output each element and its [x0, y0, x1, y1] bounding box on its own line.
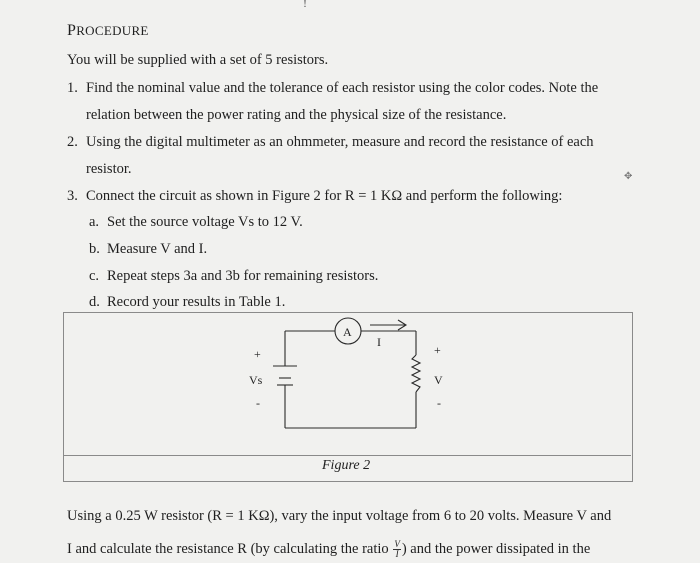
step-1-line1: Find the nominal value and the tolerance of each resistor using the color codes. Note the — [86, 80, 599, 96]
resistor-symbol — [412, 355, 420, 392]
source-plus-sign: + — [254, 347, 261, 361]
step-3-number: 3. — [67, 188, 78, 204]
heading-initial: P — [67, 22, 77, 39]
substep-d-text: Record your results in Table 1. — [107, 294, 286, 310]
current-label: I — [377, 335, 381, 349]
source-minus-sign: - — [256, 396, 260, 410]
footer-line-2 — [67, 540, 590, 559]
step-2-number: 2. — [67, 134, 78, 150]
footer-line-1: Using a 0.25 W resistor (R = 1 KΩ), vary the input voltage from 6 to 20 volts. Measure V and — [67, 508, 612, 524]
substep-c-number: c. — [89, 268, 100, 284]
ammeter-label: A — [343, 325, 352, 339]
heading-rest: ROCEDURE — [76, 23, 149, 38]
step-2-line1: Using the digital multimeter as an ohmmeter, measure and record the resistance of each — [86, 134, 594, 150]
figure-caption: Figure 2 — [322, 458, 371, 473]
voltmeter-label: V — [434, 373, 443, 387]
substep-b-number: b. — [89, 241, 100, 257]
ratio-fraction — [393, 540, 401, 559]
step-3-line1: Connect the circuit as shown in Figure 2 for R = 1 KΩ and perform the following: — [86, 188, 563, 204]
step-1-number: 1. — [67, 80, 78, 96]
substep-b-text: Measure V and I. — [107, 241, 208, 257]
substep-c-text: Repeat steps 3a and 3b for remaining resistors. — [107, 268, 379, 284]
footer-line-2-start: I and calculate the resistance R (by calculating the ratio — [67, 540, 389, 557]
step-2-line2: resistor. — [86, 161, 132, 177]
voltmeter-plus-sign: + — [434, 343, 441, 357]
substep-a-number: a. — [89, 214, 100, 230]
cursor-icon: ✥ — [624, 171, 633, 182]
ratio-numerator: V — [394, 539, 400, 549]
intro-text: You will be supplied with a set of 5 resistors. — [67, 52, 329, 68]
ratio-denominator: I — [395, 549, 399, 559]
top-mark: ! — [303, 0, 307, 10]
substep-d-number: d. — [89, 294, 100, 310]
step-1-line2: relation between the power rating and the physical size of the resistance. — [86, 107, 507, 123]
footer-line-2-end: ) and the power dissipated in the — [401, 540, 591, 557]
substep-a-text: Set the source voltage Vs to 12 V. — [107, 214, 303, 230]
voltmeter-minus-sign: - — [437, 396, 441, 410]
source-label: Vs — [249, 373, 263, 387]
